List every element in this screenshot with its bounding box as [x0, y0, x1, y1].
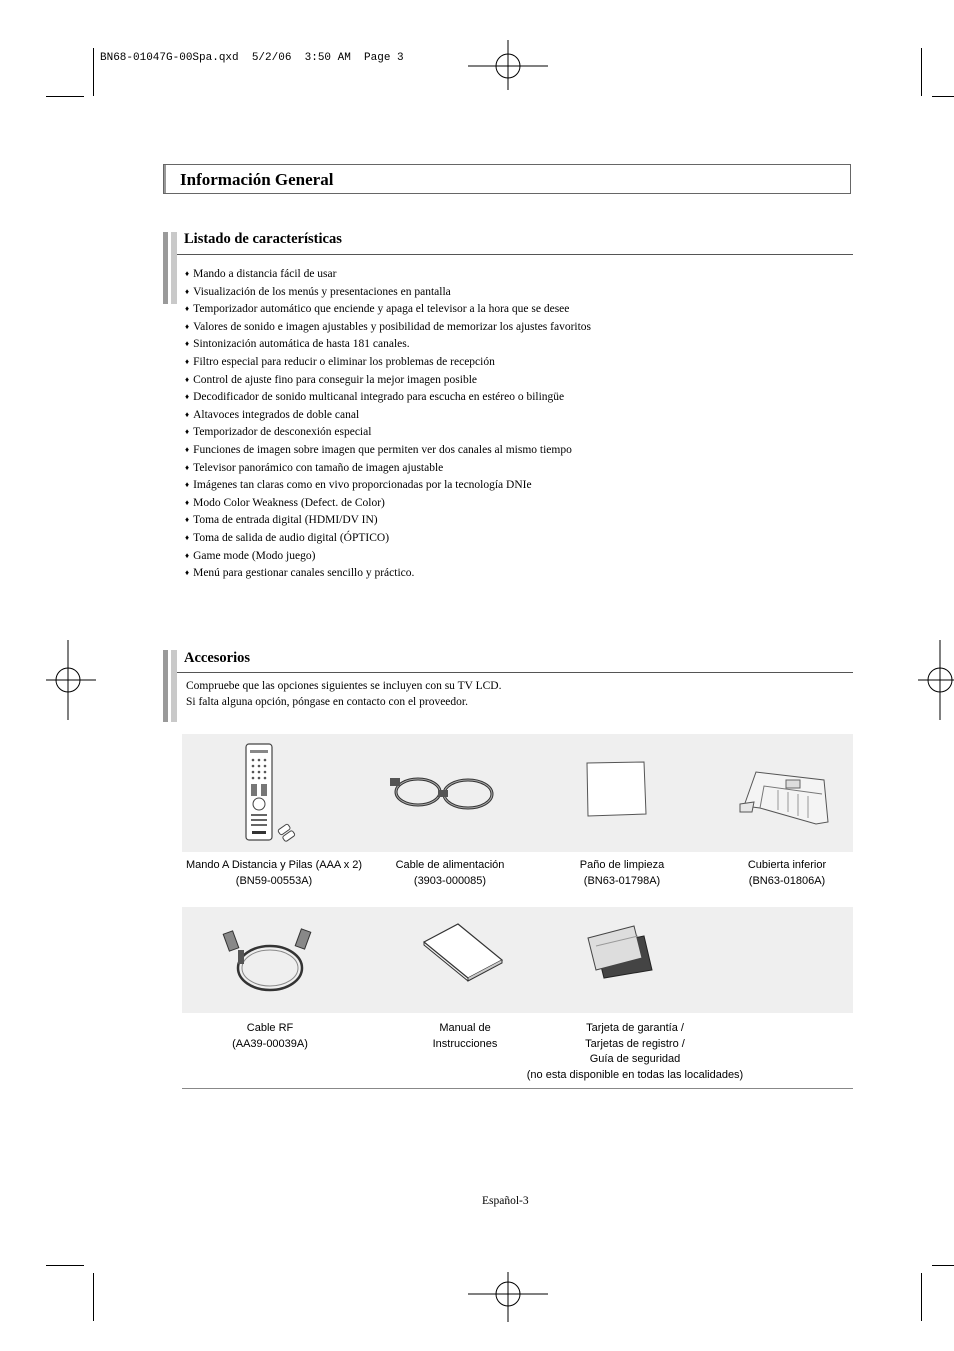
list-item: ♦ Toma de entrada digital (HDMI/DV IN): [185, 514, 378, 527]
list-item: ♦ Game mode (Modo juego): [185, 549, 316, 562]
rf-cable-icon: [218, 924, 318, 998]
registration-mark-top: [468, 40, 548, 90]
list-item: ♦ Imágenes tan claras como en vivo proporcionadas por la tecnología DNIe: [185, 479, 532, 492]
bottom-cover-icon: [738, 766, 834, 830]
accessories-heading: Accesorios: [184, 650, 251, 666]
accessory-cloth-caption: Paño de limpieza (BN63-01798A): [579, 859, 665, 887]
registration-mark-bottom: [468, 1272, 548, 1322]
accessory-warranty-caption: Tarjeta de garantía / Tarjetas de registro / Guía de seguridad (no esta disponible en todas las localidades): [526, 1022, 744, 1081]
accessory-rf-cable-caption: Cable RF (AA39-00039A): [232, 1022, 308, 1050]
list-item: ♦ Control de ajuste fino para conseguir la mejor imagen posible: [185, 373, 477, 386]
list-item: ♦ Temporizador de desconexión especial: [185, 426, 372, 439]
list-item: ♦ Altavoces integrados de doble canal: [185, 408, 360, 421]
print-slug: BN68-01047G-00Spa.qxd 5/2/06 3:50 AM Page 3: [100, 52, 404, 64]
accessory-manual-caption: Manual de Instrucciones: [432, 1022, 498, 1050]
list-item: ♦ Decodificador de sonido multicanal integrado para escucha en estéreo o bilingüe: [185, 391, 565, 404]
list-item: ♦ Funciones de imagen sobre imagen que permiten ver dos canales al mismo tiempo: [185, 443, 572, 456]
cleaning-cloth-icon: [584, 760, 650, 820]
page-title-box: [163, 164, 851, 194]
manual-icon: [420, 920, 506, 982]
accessories-intro-line2: Si falta alguna opción, póngase en contacto con el proveedor.: [186, 696, 468, 708]
list-item: ♦ Sintonización automática de hasta 181 canales.: [185, 338, 410, 351]
features-list: [185, 266, 591, 583]
remote-control-icon: [240, 742, 304, 842]
list-item: ♦ Mando a distancia fácil de usar: [185, 268, 337, 280]
list-item: ♦ Filtro especial para reducir o eliminar los problemas de recepción: [185, 355, 495, 368]
list-item: ♦ Visualización de los menús y presentaciones en pantalla: [185, 285, 451, 298]
accessories-rule: [177, 672, 853, 673]
accessories-intro-line1: Compruebe que las opciones siguientes se incluyen con su TV LCD.: [186, 680, 502, 692]
power-cable-icon: [388, 768, 500, 818]
list-item: ♦ Modo Color Weakness (Defect. de Color): [185, 496, 385, 509]
warranty-card-icon: [586, 922, 658, 982]
features-rule: [177, 254, 853, 255]
list-item: ♦ Toma de salida de audio digital (ÓPTICO): [185, 531, 390, 544]
features-heading: Listado de características: [184, 231, 342, 247]
registration-mark-right: [918, 640, 954, 720]
list-item: ♦ Valores de sonido e imagen ajustables y posibilidad de memorizar los ajustes favoritos: [185, 320, 592, 333]
registration-mark-left: [46, 640, 96, 720]
page-number: Español-3: [482, 1195, 529, 1207]
list-item: ♦ Televisor panorámico con tamaño de imagen ajustable: [185, 461, 444, 474]
list-item: ♦ Temporizador automático que enciende y apaga el televisor a la hora que se desee: [185, 303, 570, 316]
accessory-power-cable-caption: Cable de alimentación (3903-000085): [395, 859, 505, 887]
list-item: ♦ Menú para gestionar canales sencillo y práctico.: [185, 567, 415, 580]
accessory-cover-caption: Cubierta inferior (BN63-01806A): [747, 859, 827, 887]
section-marker-bar: [163, 232, 177, 304]
accessories-bottom-rule: [182, 1088, 853, 1089]
page-title: Información General: [180, 170, 334, 189]
section-marker-bar: [163, 650, 177, 722]
accessory-remote-caption: Mando A Distancia y Pilas (AAA x 2) (BN59-00553A): [185, 859, 363, 887]
